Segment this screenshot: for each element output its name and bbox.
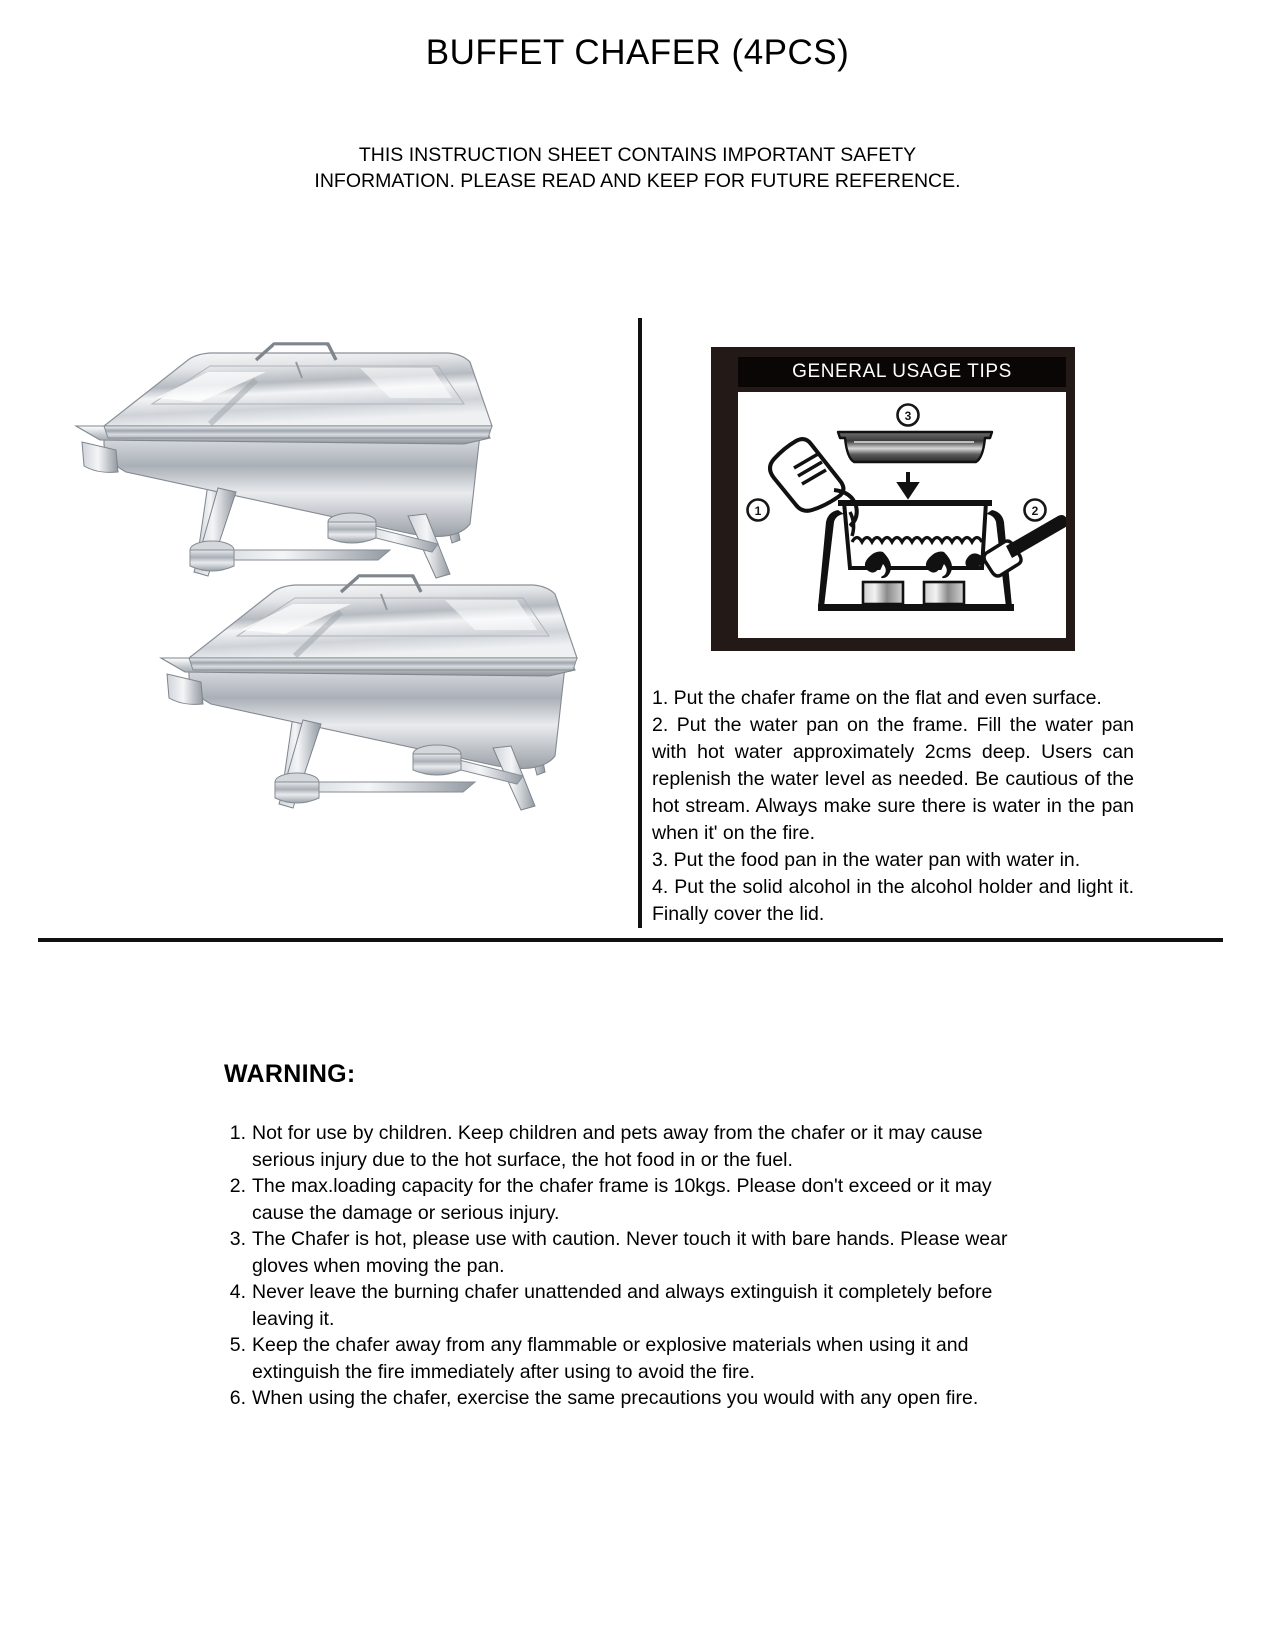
warning-item <box>222 1279 1012 1332</box>
svg-text:2: 2 <box>1031 504 1039 518</box>
warning-item-number: 3. <box>229 1228 246 1250</box>
subtitle-line-2: INFORMATION. PLEASE READ AND KEEP FOR FUTURE REFERENCE. <box>314 170 961 193</box>
warning-item-text: Not for use by children. Keep children and pets away from the chafer or it may cause serious injury due to the hot surface, the hot food in or the fuel. <box>252 1122 983 1171</box>
warning-item <box>222 1332 1012 1385</box>
callout-1 <box>748 500 769 521</box>
warning-list <box>222 1120 1012 1412</box>
subtitle-line-1: THIS INSTRUCTION SHEET CONTAINS IMPORTANT SAFETY <box>358 144 917 166</box>
tips-panel-header: GENERAL USAGE TIPS <box>738 357 1066 387</box>
svg-text:1: 1 <box>754 504 762 518</box>
usage-instructions <box>652 685 1134 928</box>
warning-item-text: The max.loading capacity for the chafer frame is 10kgs. Please don't exceed or it may cause the damage or serious injury. <box>252 1175 992 1224</box>
usage-instruction-1: 1. Put the chafer frame on the flat and even surface. <box>652 687 1102 709</box>
usage-instruction-2: 2. Put the water pan on the frame. Fill the water pan with hot water approximately 2cms deep. Users can replenish the water level as needed. Be cautious of the hot stream. Always make sure there is water in the pan when it' on the fire. <box>652 714 1134 844</box>
warning-item-number: 1. <box>229 1122 246 1144</box>
usage-instruction-3: 3. Put the food pan in the water pan with water in. <box>652 849 1081 871</box>
warning-item <box>222 1173 1012 1226</box>
warning-item <box>222 1385 1012 1412</box>
usage-instruction-4: 4. Put the solid alcohol in the alcohol holder and light it. Finally cover the lid. <box>652 876 1134 925</box>
warning-heading: WARNING: <box>224 1060 356 1088</box>
warning-item-text: The Chafer is hot, please use with caution. Never touch it with bare hands. Please wear gloves when moving the pan. <box>252 1228 1008 1277</box>
warning-item-number: 5. <box>229 1334 246 1356</box>
svg-text:3: 3 <box>904 409 912 423</box>
page-title: BUFFET CHAFER (4PCS) <box>425 33 850 72</box>
general-usage-tips-panel <box>711 347 1075 651</box>
callout-2 <box>1025 500 1046 521</box>
chafer-product-photo-bottom <box>145 570 650 818</box>
tips-diagram <box>738 392 1066 638</box>
warning-item-text: Keep the chafer away from any flammable or explosive materials when using it and extinguish the fire immediately after using to avoid the fire. <box>252 1334 969 1383</box>
warning-item-text: Never leave the burning chafer unattended and always extinguish it completely before leaving it. <box>252 1281 993 1330</box>
warning-item <box>222 1226 1012 1279</box>
warning-item-number: 4. <box>229 1281 246 1303</box>
page-subtitle <box>0 142 1275 195</box>
horizontal-divider <box>38 938 1223 942</box>
warning-item <box>222 1120 1012 1173</box>
chafer-product-photo-top <box>60 338 565 586</box>
warning-item-text: When using the chafer, exercise the same precautions you would with any open fire. <box>252 1387 979 1409</box>
warning-item-number: 2. <box>229 1175 246 1197</box>
warning-item-number: 6. <box>229 1387 246 1409</box>
callout-3 <box>898 405 919 426</box>
